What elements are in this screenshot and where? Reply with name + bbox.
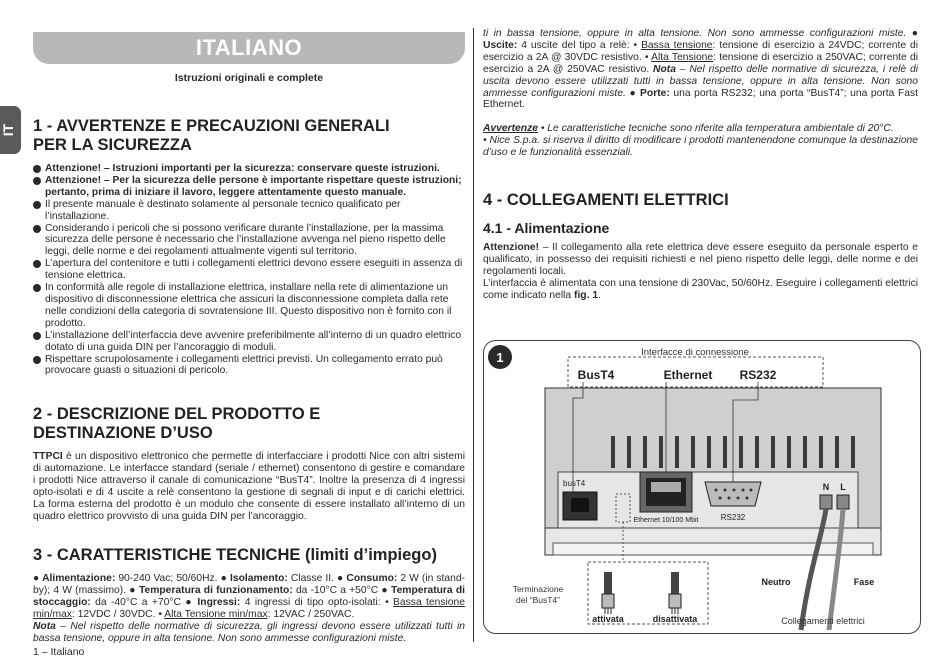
rs232-port	[705, 482, 761, 506]
section-3-heading: 3 - CARATTERISTICHE TECNICHE (limiti d’impiego)	[33, 546, 437, 564]
spec-value: : tensione di esercizio a 24VDC; corrente di esercizio a 2A @ 30VDC resistivo. •	[483, 39, 919, 63]
spec-label: Temperatura di funzionamento:	[138, 584, 293, 596]
figure-1	[483, 340, 923, 640]
note-label: Nota	[653, 63, 676, 75]
termination-label-line1: Terminazione	[512, 584, 564, 594]
attention-text: – Il collegamento alla rete elettrica deve essere eseguito da personale esperto e qualificato, in possesso dei requisiti richiesti e nel pieno rispetto delle leggi, delle norme e dei regolamenti locali.	[483, 242, 918, 277]
page-number: 1 – Italiano	[33, 646, 85, 658]
specs-continued: ti in bassa tensione, oppure in alta tensione. Non sono ammesse configurazioni miste. ● Uscite: 4 uscite del tipo a relè: • Bassa tensione: tensione di esercizio a 24VDC; corrente di esercizio a 2A @ 30VDC resistivo. • Alta Tensione: tensione di esercizio a 250VAC; corrente di esercizio a 2A @ 250VAC resistivo. Nota – Nel rispetto delle normative di sicurezza, i relè di uscita devono essere utilizzati tutti in bassa tensione, oppure in alta tensione. Non sono ammesse configurazioni miste. ● Porte: una porta RS232; una porta “BusT4”; una porta Fast Ethernet. Avvertenze • Le caratteristiche tecniche sono riferite alla temperatura ambientale di 20°C. • Nice S.p.a. si riserva il diritto di modificare i prodotti mantenendone comunque la destinazione d’uso e le funzionalità essenziali.	[483, 28, 919, 159]
spec-sublabel: Alta Tensione	[651, 51, 714, 63]
list-item: Rispettare scrupolosamente i collegamenti elettrici previsti. Un collegamento errato può provocare guasti o situazioni di pericolo.	[33, 354, 465, 378]
language-title-banner: ITALIANO	[33, 32, 465, 64]
section-4-text	[483, 242, 918, 302]
spec-label: Porte:	[640, 87, 670, 99]
bust4-port-socket	[571, 498, 589, 512]
spec-label: Ingressi:	[197, 596, 241, 608]
sentence-end: .	[598, 289, 601, 301]
electrical-connections-label: Collegamenti elettrici	[781, 616, 865, 626]
spec-value: 4 uscite del tipo a relè: •	[517, 39, 642, 51]
list-item: L’installazione dell’interfaccia deve avvenire preferibilmente all’interno di un quadro elettrico dotato di una guida DIN per l’ancoraggio di moduli.	[33, 330, 465, 354]
attivata-label: attivata	[592, 614, 624, 624]
note-text: – Nel rispetto delle normative di sicurezza, i relè di uscita devono essere utilizzati tutti in bassa tensione, oppure in alta tensione. Non sono ammesse configurazioni miste.	[483, 63, 918, 99]
bust4-label: BusT4	[577, 368, 615, 382]
warning-text: • Nice S.p.a. si riserva il diritto di modificare i prodotti mantenendone comunque la destinazione d’uso e le funzionalità essenziali.	[483, 135, 918, 159]
spec-label: Temperatura di stoccaggio:	[33, 584, 465, 608]
spec-value: : 12VDC / 30VDC. •	[71, 608, 165, 620]
figure-reference: fig. 1	[574, 289, 599, 301]
ethernet-port-label: Ethernet 10/100 Mbit	[633, 517, 699, 524]
list-item: Attenzione! – Per la sicurezza delle persone è importante rispettare queste istruzioni; pertanto, prima di iniziare il lavoro, leggere attentamente questo manuale.	[33, 175, 465, 199]
neutral-label: Neutro	[761, 577, 791, 587]
product-description: è un dispositivo elettronico che permette di interfacciare i prodotti Nice con altri sistemi di automazione. Le interfacce standard (seriale / ethernet) consentono di gestire e comandare i prodotti Nice attraverso il canale di comunicazione “BusT4”. Inoltre la presenza di 4 ingressi opto-isolati e di 4 uscite a relè consentono la gestione di segnali di input e di carichi elettrici. La forma esterna del prodotto è un modulo che consente di essere installato all’interno di un quadro elettrico provvisto di una guida DIN per l’ancoraggio.	[33, 451, 465, 522]
section-4	[483, 191, 918, 302]
line-terminal-label: L	[840, 482, 846, 492]
device-base	[553, 543, 873, 555]
spec-value: una porta RS232; una porta “BusT4”; una porta Fast Ethernet.	[483, 87, 919, 111]
bust4-port-label: busT4	[563, 479, 586, 488]
spec-value: da -40°C a +70°C	[90, 596, 186, 608]
spec-sublabel: Bassa tensione	[641, 39, 713, 51]
attention-label: Attenzione!	[483, 242, 540, 253]
subtitle: Istruzioni originali e complete	[174, 72, 324, 84]
spec-sublabel: Bassa tensione min/max	[33, 596, 465, 620]
list-item: Attenzione! – Istruzioni importanti per la sicurezza: conservare queste istruzioni.	[33, 163, 465, 175]
instructions-text: L’interfaccia è alimentata con una tensione di 230Vac, 50/60Hz. Eseguire i collegamenti elettrici come indicato nella	[483, 277, 918, 301]
product-name: TTPCI	[33, 451, 63, 462]
connector-panel	[558, 472, 858, 528]
warnings-label: Avvertenze	[483, 123, 538, 135]
interfaces-caption: Interfacce di connessione	[641, 347, 749, 358]
rs232-port-label: RS232	[720, 513, 746, 522]
phase-label: Fase	[853, 577, 875, 587]
section-1	[33, 117, 465, 377]
section-2	[33, 405, 465, 522]
side-tab-label: IT	[0, 123, 17, 137]
note-text: – Nel rispetto delle normative di sicurezza, gli ingressi devono essere utilizzati tutti in bassa tensione, oppure in alta tensione. Non sono ammesse configurazioni miste.	[33, 620, 465, 644]
spec-sublabel: Alta Tensione min/max	[164, 608, 268, 620]
specs-text: ● Alimentazione: 90-240 Vac; 50/60Hz. ● Isolamento: Classe II. ● Consumo: 2 W (in stand-by); 4 W (massimo). ● Temperatura di funzionamento: da -10°C a +50°C ● Temperatura di stoccaggio: da -40°C a +70°C ● Ingressi: 4 ingressi di tipo opto-isolati: • Bassa tensione min/max: 12VDC / 30VDC. • Alta Tensione min/max: 12VAC / 250VAC. Nota – Nel rispetto delle normative di sicurezza, gli ingressi devono essere utilizzati tutti in bassa tensione, oppure in alta tensione. Non sono ammesse configurazioni miste.	[33, 573, 465, 644]
neutral-terminal	[820, 495, 832, 509]
spec-value: : tensione di esercizio a 250VAC; corrente di esercizio a 2A @ 250VAC resistivo.	[483, 51, 918, 75]
spec-value: 90-240 Vac; 50/60Hz.	[115, 573, 221, 584]
disattivata-label: disattivata	[652, 614, 698, 624]
ethernet-port-contacts	[651, 482, 681, 492]
note-text-continued: ti in bassa tensione, oppure in alta tensione. Non sono ammesse configurazioni miste.	[483, 28, 912, 39]
ethernet-label: Ethernet	[663, 368, 713, 382]
spec-value: 4 ingressi di tipo opto-isolati: •	[240, 596, 394, 608]
section-2-heading: 2 - DESCRIZIONE DEL PRODOTTO E DESTINAZIONE D’USO	[33, 405, 321, 442]
jumper-attivata	[602, 572, 614, 614]
warning-text: • Le caratteristiche tecniche sono riferite alla temperatura ambientale di 20°C.	[537, 123, 894, 135]
spec-value: 2 W (in stand-by); 4 W (massimo).	[33, 573, 465, 596]
list-item: Considerando i pericoli che si possono verificare durante l’installazione, per la massima sicurezza delle persone è necessario che l’installazione avvenga nel pieno rispetto delle leggi, delle norme e dei regolamenti attualmente vigenti sul territorio.	[33, 223, 465, 259]
section-3	[33, 546, 465, 644]
spec-value: Classe II.	[287, 573, 337, 584]
spec-label: Isolamento:	[230, 573, 288, 584]
rs232-label: RS232	[739, 368, 777, 382]
termination-label-line2: del “BusT4”	[516, 595, 560, 605]
list-item: L’apertura del contenitore e tutti i collegamenti elettrici devono essere eseguiti in assenza di tensione elettrica.	[33, 258, 465, 282]
figure-number: 1	[496, 350, 504, 365]
list-item: Il presente manuale è destinato solamente al personale tecnico qualificato per l’installazione.	[33, 199, 465, 223]
section-4-heading: 4 - COLLEGAMENTI ELETTRICI	[483, 191, 729, 209]
section-4-1-heading: 4.1 - Alimentazione	[483, 220, 610, 236]
spec-value: da -10°C a +50°C	[292, 584, 382, 596]
section-2-text	[33, 451, 465, 522]
spec-value: : 12VAC / 250VAC.	[267, 608, 355, 620]
note-label: Nota	[33, 620, 56, 632]
spec-label: Alimentazione:	[42, 573, 116, 584]
spec-label: Uscite:	[483, 39, 518, 51]
neutral-terminal-label: N	[822, 482, 830, 492]
column-divider	[473, 28, 474, 642]
list-item: In conformità alle regole di installazione elettrica, installare nella rete di alimentazione un dispositivo di disconnessione elettrica che assicuri la disconnessione completa dalla rete nelle condizioni della categoria di sovratensione III. Questo dispositivo non è fornito con il prodotto.	[33, 282, 465, 330]
spec-label: Consumo:	[346, 573, 398, 584]
line-terminal	[837, 495, 849, 509]
section-1-heading: 1 - AVVERTENZE E PRECAUZIONI GENERALI PER LA SICUREZZA	[33, 117, 390, 154]
jumper-disattivata	[669, 572, 681, 614]
language-side-tab	[0, 106, 21, 154]
